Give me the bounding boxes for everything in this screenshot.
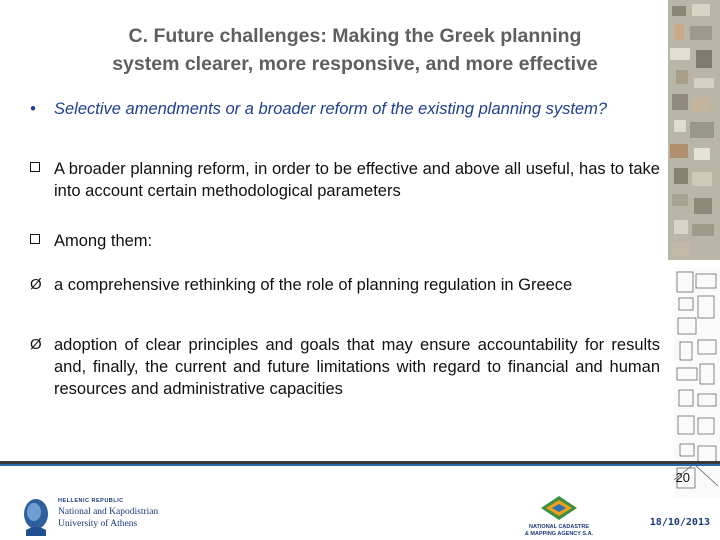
aerial-photo-image [668, 0, 720, 260]
university-logo [20, 496, 160, 536]
checkbox-bullet-icon [30, 234, 40, 244]
bullet-dot: • [30, 100, 36, 118]
slide-title [40, 22, 670, 78]
cadastre-agency-logo [514, 494, 604, 540]
checkbox-bullet-icon [30, 162, 40, 172]
bullet-text-3: Among them: [54, 232, 153, 250]
footer-divider-accent [0, 464, 720, 466]
university-logo-line-2: University of Athens [58, 519, 138, 529]
cadastre-logo-line-1: NATIONAL CADASTRE [529, 524, 589, 530]
title-line-1: C. Future challenges: Making the Greek planning [128, 25, 582, 47]
university-logo-line-1: National and Kapodistrian [58, 507, 159, 517]
slide-date: 18/10/2013 [649, 517, 710, 528]
arrow-bullet-icon: Ø [30, 336, 42, 353]
athena-head-icon [20, 496, 52, 536]
bullet-item-4 [30, 274, 660, 296]
bullet-item-1 [30, 98, 660, 120]
university-logo-small-text: HELLENIC REPUBLIC [58, 498, 124, 504]
bullet-item-3 [30, 230, 660, 252]
title-line-2: system clearer, more responsive, and more effective [112, 53, 598, 75]
bullet-text-5: adoption of clear principles and goals that may ensure accountability for results and, finally, the current and future limitations with regard to financial and human resources and administrative capacities [54, 336, 660, 398]
bullet-item-5 [30, 334, 660, 400]
bullet-text-1: Selective amendments or a broader reform of the existing planning system? [54, 100, 608, 118]
bullet-text-2: A broader planning reform, in order to be effective and above all useful, has to take into account certain methodological parameters [54, 160, 660, 200]
page-number: 20 [675, 470, 690, 485]
bullet-text-4: a comprehensive rethinking of the role of planning regulation in Greece [54, 276, 573, 294]
cadastre-logo-line-2: & MAPPING AGENCY S.A. [524, 531, 594, 537]
bullet-item-2 [30, 158, 660, 202]
cadastre-emblem-icon [539, 494, 579, 522]
arrow-bullet-icon: Ø [30, 276, 42, 293]
